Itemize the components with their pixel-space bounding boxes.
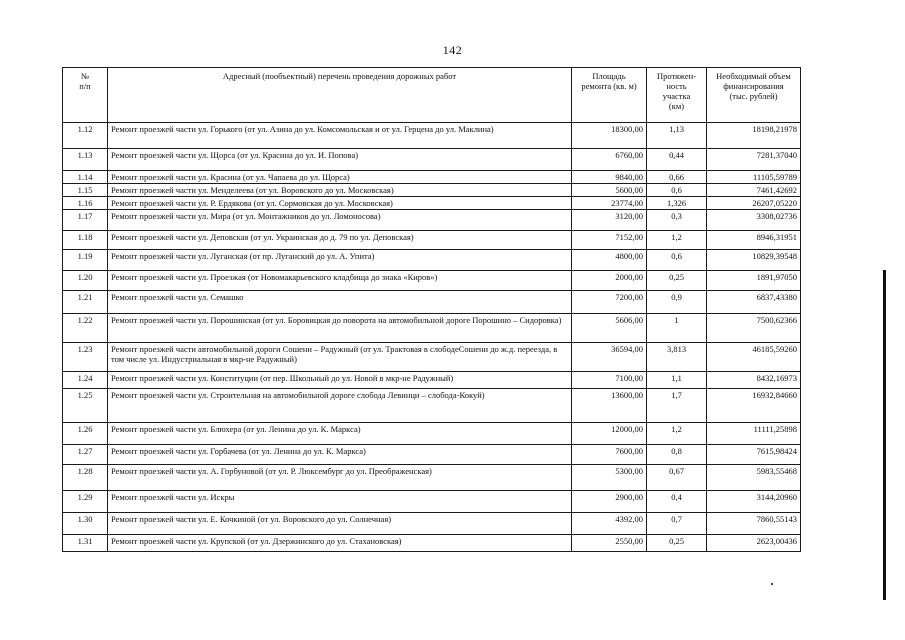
- row-length: 0,9: [647, 291, 707, 314]
- row-funding: 8432,16973: [707, 372, 801, 389]
- row-number: 1.28: [63, 465, 108, 491]
- row-funding: 26207,05220: [707, 197, 801, 210]
- row-area: 7152,00: [572, 231, 647, 250]
- row-number: 1.14: [63, 171, 108, 184]
- row-address: Ремонт проезжей части ул. Искры: [108, 491, 572, 513]
- row-funding: 6837,43380: [707, 291, 801, 314]
- scan-edge-line: [883, 270, 886, 600]
- row-address: Ремонт проезжей части ул. Крупской (от ул. Дзержинского до ул. Стахановская): [108, 535, 572, 552]
- row-number: 1.20: [63, 271, 108, 291]
- row-number: 1.16: [63, 197, 108, 210]
- row-address: Ремонт проезжей части ул. Горького (от ул. Азина до ул. Комсомольская и от ул. Герцена до ул. Маклина): [108, 123, 572, 149]
- header-area: Площадь ремонта (кв. м): [572, 68, 647, 123]
- row-address: Ремонт проезжей части ул. Проезжая (от Новомакарьевского кладбища до знака «Киров»): [108, 271, 572, 291]
- row-length: 0,3: [647, 210, 707, 231]
- row-length: 1,326: [647, 197, 707, 210]
- row-area: 6760,00: [572, 149, 647, 171]
- row-number: 1.21: [63, 291, 108, 314]
- row-number: 1.19: [63, 250, 108, 271]
- row-length: 0,7: [647, 513, 707, 535]
- row-area: 5606,00: [572, 314, 647, 343]
- row-address: Ремонт проезжей части ул. Порошинская (от ул. Боровицкая до поворота на автомобильной дороге Порошино – Сидоровка): [108, 314, 572, 343]
- table-row: [63, 197, 801, 210]
- table-row: [63, 291, 801, 314]
- row-number: 1.17: [63, 210, 108, 231]
- row-area: 3120,00: [572, 210, 647, 231]
- row-address: Ремонт проезжей части ул. Щорса (от ул. Красина до ул. И. Попова): [108, 149, 572, 171]
- row-length: 1,2: [647, 423, 707, 445]
- row-number: 1.15: [63, 184, 108, 197]
- row-funding: 10829,39548: [707, 250, 801, 271]
- row-funding: 7860,55143: [707, 513, 801, 535]
- row-number: 1.13: [63, 149, 108, 171]
- row-address: Ремонт проезжей части автомобильной дороги Сошени – Радужный (от ул. Трактовая в слободеСошени до ж.д. переезда, в том числе ул. Индустриальная в мкр-не Радужный): [108, 343, 572, 372]
- row-number: 1.24: [63, 372, 108, 389]
- row-area: 2000,00: [572, 271, 647, 291]
- table-row: [63, 171, 801, 184]
- table-row: [63, 123, 801, 149]
- row-address: Ремонт проезжей части ул. Мира (от ул. Монтажников до ул. Ломоносова): [108, 210, 572, 231]
- row-address: Ремонт проезжей части ул. Горбачева (от ул. Ленина до ул. К. Маркса): [108, 445, 572, 465]
- row-area: 5600,00: [572, 184, 647, 197]
- row-length: 0,6: [647, 250, 707, 271]
- row-funding: 46185,59260: [707, 343, 801, 372]
- row-length: 0,6: [647, 184, 707, 197]
- header-number: № п/п: [63, 68, 108, 123]
- header-address: Адресный (пообъектный) перечень проведения дорожных работ: [108, 68, 572, 123]
- row-area: 2900,00: [572, 491, 647, 513]
- row-funding: 16932,84660: [707, 389, 801, 423]
- row-number: 1.27: [63, 445, 108, 465]
- table-row: [63, 513, 801, 535]
- row-length: 0,8: [647, 445, 707, 465]
- row-address: Ремонт проезжей части ул. Блюхера (от ул. Ленина до ул. К. Маркса): [108, 423, 572, 445]
- row-address: Ремонт проезжей части ул. Е. Кочкиной (от ул. Воровского до ул. Солнечная): [108, 513, 572, 535]
- table-row: [63, 491, 801, 513]
- table-row: [63, 465, 801, 491]
- row-funding: 7500,62366: [707, 314, 801, 343]
- row-area: 7600,00: [572, 445, 647, 465]
- table-row: [63, 445, 801, 465]
- row-number: 1.26: [63, 423, 108, 445]
- table-row: [63, 314, 801, 343]
- row-length: 0,67: [647, 465, 707, 491]
- row-number: 1.23: [63, 343, 108, 372]
- row-address: Ремонт проезжей части ул. Р. Ердякова (от ул. Сормовская до ул. Московская): [108, 197, 572, 210]
- table-row: [63, 231, 801, 250]
- row-address: Ремонт проезжей части ул. Красина (от ул. Чапаева до ул. Щорса): [108, 171, 572, 184]
- row-funding: 7615,98424: [707, 445, 801, 465]
- row-address: Ремонт проезжей части ул. Конституции (от пер. Школьный до ул. Новой в мкр-не Радужный): [108, 372, 572, 389]
- row-number: 1.31: [63, 535, 108, 552]
- row-length: 1,7: [647, 389, 707, 423]
- row-number: 1.30: [63, 513, 108, 535]
- row-area: 18300,00: [572, 123, 647, 149]
- row-address: Ремонт проезжей части ул. Деповская (от ул. Украинская до д. 79 по ул. Деповская): [108, 231, 572, 250]
- row-area: 2550,00: [572, 535, 647, 552]
- header-length: Протяжен- ность участка (км): [647, 68, 707, 123]
- table-row: [63, 372, 801, 389]
- row-address: Ремонт проезжей части ул. Строительная на автомобильной дороге слобода Левинци – слобода-Кокуй): [108, 389, 572, 423]
- row-area: 7200,00: [572, 291, 647, 314]
- row-funding: 11105,59789: [707, 171, 801, 184]
- table-row: [63, 535, 801, 552]
- row-length: 0,25: [647, 271, 707, 291]
- row-area: 23774,00: [572, 197, 647, 210]
- row-area: 4800,00: [572, 250, 647, 271]
- table-header-row: [63, 68, 801, 123]
- row-funding: 7461,42692: [707, 184, 801, 197]
- row-funding: 3144,20960: [707, 491, 801, 513]
- row-number: 1.25: [63, 389, 108, 423]
- row-area: 13600,00: [572, 389, 647, 423]
- scan-speck: [771, 583, 773, 585]
- row-length: 0,4: [647, 491, 707, 513]
- row-area: 9840,00: [572, 171, 647, 184]
- row-address: Ремонт проезжей части ул. А. Горбуновой (от ул. Р. Люксембург до ул. Преображенская): [108, 465, 572, 491]
- row-funding: 8946,31951: [707, 231, 801, 250]
- table-row: [63, 149, 801, 171]
- row-address: Ремонт проезжей части ул. Семашко: [108, 291, 572, 314]
- row-area: 12000,00: [572, 423, 647, 445]
- row-length: 1: [647, 314, 707, 343]
- table-row: [63, 389, 801, 423]
- table-row: [63, 343, 801, 372]
- row-area: 5300,00: [572, 465, 647, 491]
- header-funding: Необходимый объем финансирования (тыс. рублей): [707, 68, 801, 123]
- row-number: 1.29: [63, 491, 108, 513]
- row-length: 0,44: [647, 149, 707, 171]
- table-row: [63, 184, 801, 197]
- row-length: 1,13: [647, 123, 707, 149]
- row-area: 4392,00: [572, 513, 647, 535]
- row-address: Ремонт проезжей части ул. Луганская (от пр. Луганский до ул. А. Упита): [108, 250, 572, 271]
- table-row: [63, 210, 801, 231]
- road-works-table: [62, 67, 801, 552]
- page-number: 142: [442, 43, 463, 57]
- row-funding: 3308,02736: [707, 210, 801, 231]
- row-number: 1.12: [63, 123, 108, 149]
- row-funding: 1891,97050: [707, 271, 801, 291]
- row-funding: 18198,21978: [707, 123, 801, 149]
- row-funding: 2623,00436: [707, 535, 801, 552]
- row-length: 1,1: [647, 372, 707, 389]
- table-row: [63, 250, 801, 271]
- row-area: 36594,00: [572, 343, 647, 372]
- row-funding: 5983,55468: [707, 465, 801, 491]
- row-length: 0,25: [647, 535, 707, 552]
- row-number: 1.18: [63, 231, 108, 250]
- row-funding: 7281,37040: [707, 149, 801, 171]
- table-row: [63, 423, 801, 445]
- row-area: 7100,00: [572, 372, 647, 389]
- row-funding: 11111,25898: [707, 423, 801, 445]
- row-length: 0,66: [647, 171, 707, 184]
- row-number: 1.22: [63, 314, 108, 343]
- table-row: [63, 271, 801, 291]
- row-length: 3,813: [647, 343, 707, 372]
- row-length: 1,2: [647, 231, 707, 250]
- row-address: Ремонт проезжей части ул. Менделеева (от ул. Воровского до ул. Московская): [108, 184, 572, 197]
